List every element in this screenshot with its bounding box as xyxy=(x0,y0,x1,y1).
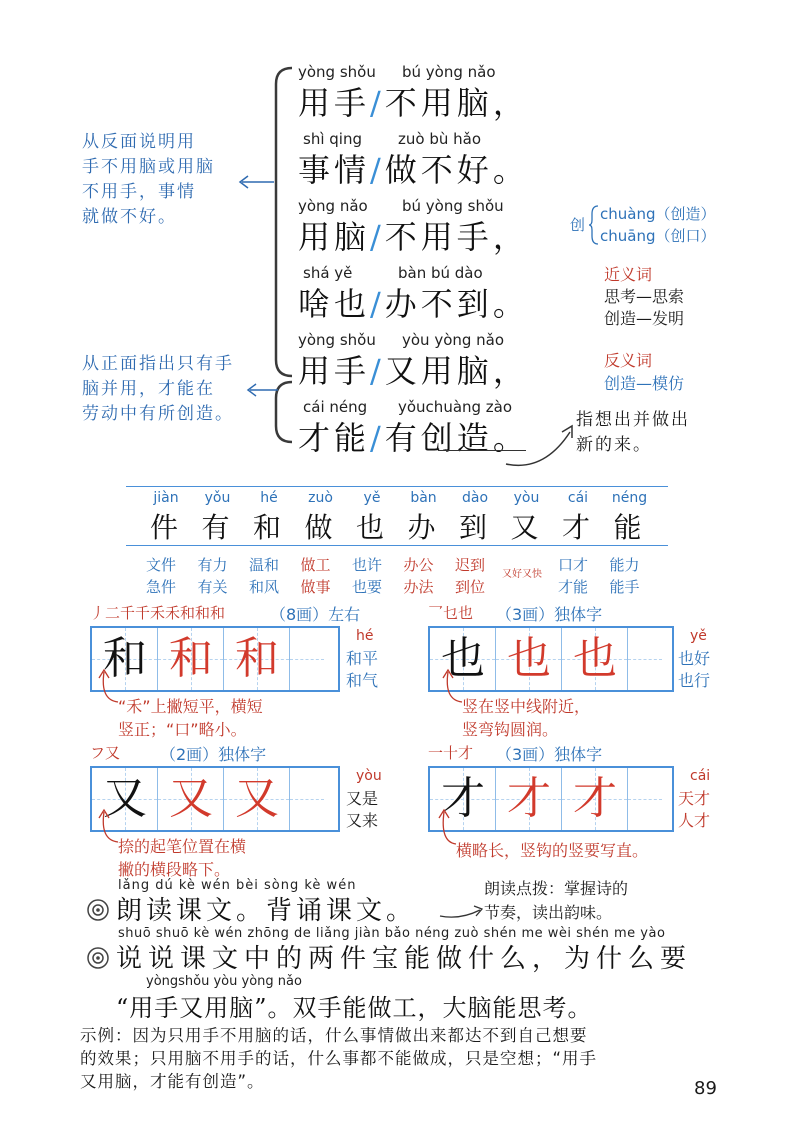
chuang-char: 创 xyxy=(570,216,586,234)
vocab-word: 温和 xyxy=(249,556,280,574)
arrow-left-2 xyxy=(244,380,280,400)
reading-tip-title: 朗读点拨：掌握诗的 xyxy=(484,879,629,898)
vocab-char: 又 xyxy=(510,511,539,544)
poem-pinyin-6a: cái néng xyxy=(303,398,368,416)
ex1-text: 朗读课文。背诵课文。 xyxy=(116,896,417,926)
note-reverse: 从反面说明用 手不用脑或用脑 不用手，事情 就做不好。 xyxy=(82,132,215,227)
vocab-pinyin: cái xyxy=(567,490,589,506)
flower-bullet-icon xyxy=(86,946,110,970)
vocab-char: 到 xyxy=(459,511,488,544)
you-word-1: 又是 xyxy=(346,789,379,808)
vocab-word: 有力 xyxy=(197,556,228,574)
ye-strokes: 乛乜也 xyxy=(428,604,474,622)
synonym-1: 思考—思索 xyxy=(604,287,685,306)
note-positive: 从正面指出只有手 脑并用，才能在 劳动中有所创造。 xyxy=(82,354,234,424)
ex2-text: 说说课文中的两件宝能做什么，为什么要 xyxy=(116,944,693,974)
you-tip-1: 捺的起笔位置在横 xyxy=(118,837,247,856)
vocab-line-top xyxy=(126,486,668,487)
note-chuangzao: 指想出并做出 新的来。 xyxy=(576,410,690,455)
vocab-pinyin: néng xyxy=(611,490,648,506)
vocab-pinyin: jiàn xyxy=(153,490,179,506)
you-char-red-1: 又 xyxy=(169,773,213,824)
poem-line-3: 用脑/不用手， xyxy=(298,218,529,256)
synonym-title: 近义词 xyxy=(604,265,653,284)
vocab-word: 到位 xyxy=(455,578,486,596)
vocab-char: 能 xyxy=(613,511,642,544)
cai-pinyin: cái xyxy=(690,768,711,784)
ex2-pinyin: shuō shuō kè wén zhōng de liǎng jiàn bǎo néng zuò shén me wèi shén me yào xyxy=(118,926,666,941)
example-answer: 示例：因为只用手不用脑的话，什么事情做出来都达不到自己想要 的效果；只用脑不用手的话，什么事都不能做成，只是空想；“用手 又用脑，才能有创造”。 xyxy=(80,1026,598,1091)
he-word-1: 和平 xyxy=(346,649,379,668)
cai-grid xyxy=(428,766,674,832)
poem-line-2: 事情/做不好。 xyxy=(298,151,529,189)
he-strokes: 丿二千千禾禾和和和 xyxy=(90,604,226,622)
he-pinyin: hé xyxy=(356,628,374,644)
poem-line-4: 啥也/办不到。 xyxy=(298,285,529,323)
ye-char-black: 也 xyxy=(441,633,485,684)
vocab-word: 口才 xyxy=(558,556,589,574)
vocab-word: 迟到 xyxy=(455,556,486,574)
vocab-word: 也要 xyxy=(352,578,383,596)
ye-char-red-2: 也 xyxy=(573,633,617,684)
you-strokes: フ又 xyxy=(90,744,121,762)
cai-word-2: 人才 xyxy=(678,811,711,830)
vocab-word: 办法 xyxy=(403,578,434,596)
he-tip-2: 竖正；“口”略小。 xyxy=(118,720,247,739)
antonym-title: 反义词 xyxy=(604,351,653,370)
vocab-word: 才能 xyxy=(558,578,589,596)
you-note: 又好又快 xyxy=(502,569,542,580)
vocab-char: 有 xyxy=(201,511,230,544)
vocab-word: 做事 xyxy=(300,578,331,596)
ye-char-red-1: 也 xyxy=(507,633,551,684)
cai-info: （3画）独体字 xyxy=(496,745,603,764)
cai-tip-1: 横略长，竖钩的竖要写直。 xyxy=(456,841,649,860)
poem-pinyin-2b: zuò bù hǎo xyxy=(398,130,481,148)
cai-char-red-1: 才 xyxy=(507,773,551,824)
cai-char-black: 才 xyxy=(441,773,485,824)
vocab-word: 急件 xyxy=(146,578,177,596)
poem-pinyin-4a: shá yě xyxy=(303,264,353,282)
ex1-pinyin: lǎng dú kè wén bèi sòng kè wén xyxy=(118,878,357,893)
he-tip-1: “禾”上撇短平，横短 xyxy=(118,697,263,716)
cai-strokes: 一十才 xyxy=(428,744,474,762)
ye-tip-1: 竖在竖中线附近， xyxy=(462,697,591,716)
vocab-word: 也许 xyxy=(352,556,383,574)
vocab-pinyin: hé xyxy=(260,490,278,506)
vocab-pinyin: bàn xyxy=(410,490,437,506)
vocab-pinyin: yòu xyxy=(513,490,540,506)
poem-pinyin-4b: bàn bú dào xyxy=(398,264,483,282)
vocab-pinyin: yě xyxy=(363,490,381,506)
he-char-red-1: 和 xyxy=(169,633,213,684)
he-tip-arrow xyxy=(96,668,122,708)
poem-pinyin-1a: yòng shǒu xyxy=(298,63,376,81)
he-info: （8画）左右 xyxy=(270,605,361,624)
vocab-word: 文件 xyxy=(146,556,177,574)
ye-info: （3画）独体字 xyxy=(496,605,603,624)
he-char-red-2: 和 xyxy=(235,633,279,684)
vocab-char: 做 xyxy=(304,511,333,544)
vocab-word: 做工 xyxy=(300,556,331,574)
poem-pinyin-5b: yòu yòng nǎo xyxy=(402,331,505,349)
poem-pinyin-6b: yǒuchuàng zào xyxy=(398,398,513,416)
vocab-pinyin: dào xyxy=(461,490,489,506)
he-char-black: 和 xyxy=(103,633,147,684)
vocab-word: 有关 xyxy=(197,578,228,596)
vocab-char: 也 xyxy=(356,511,385,544)
chuang-reading-2: chuāng（创口） xyxy=(600,227,716,245)
poem-line-1: 用手/不用脑， xyxy=(298,84,529,122)
vocab-char: 和 xyxy=(253,511,282,544)
poem-pinyin-3b: bú yòng shǒu xyxy=(402,197,504,215)
vocab-char: 件 xyxy=(150,511,179,544)
ye-word-1: 也好 xyxy=(678,649,711,668)
page-number: 89 xyxy=(694,1078,717,1099)
vocab-char: 才 xyxy=(562,511,591,544)
cai-tip-arrow xyxy=(436,808,460,848)
you-char-red-2: 又 xyxy=(235,773,279,824)
vocab-pinyin: yǒu xyxy=(204,490,231,506)
you-tip-2: 撇的横段略下。 xyxy=(118,860,231,879)
ye-tip-2: 竖弯钩圆润。 xyxy=(462,720,559,739)
tip-arrow xyxy=(436,898,488,924)
antonym-1: 创造—模仿 xyxy=(604,374,685,393)
synonym-2: 创造—发明 xyxy=(604,309,685,328)
poem-pinyin-5a: yòng shǒu xyxy=(298,331,376,349)
vocab-pinyin: zuò xyxy=(308,490,333,506)
you-word-2: 又来 xyxy=(346,811,379,830)
poem-pinyin-2a: shì qing xyxy=(303,130,362,148)
you-info: （2画）独体字 xyxy=(160,745,267,764)
vocab-char: 办 xyxy=(407,511,436,544)
ye-tip-arrow xyxy=(440,668,466,708)
reading-tip-body: 节奏，读出韵味。 xyxy=(484,903,613,922)
cai-char-red-2: 才 xyxy=(573,773,617,824)
flower-bullet-icon xyxy=(86,898,110,922)
arrow-left-1 xyxy=(236,172,276,192)
he-word-2: 和气 xyxy=(346,671,379,690)
he-grid xyxy=(90,626,340,692)
you-grid xyxy=(90,766,340,832)
ex2b-text: “用手又用脑”。双手能做工，大脑能思考。 xyxy=(116,994,593,1022)
cai-word-1: 天才 xyxy=(678,789,711,808)
poem-pinyin-1b: bú yòng nǎo xyxy=(402,63,496,81)
arrow-curve-right xyxy=(500,418,580,474)
vocab-word: 能力 xyxy=(609,556,640,574)
chuang-brace xyxy=(588,204,600,246)
you-pinyin: yòu xyxy=(356,768,382,784)
ye-pinyin: yě xyxy=(690,628,707,644)
ex2b-pinyin: yòngshǒu yòu yòng nǎo xyxy=(146,974,302,989)
poem-line-5: 用手/又用脑， xyxy=(298,352,529,390)
chuang-reading-1: chuàng（创造） xyxy=(600,205,716,223)
vocab-word: 能手 xyxy=(609,578,640,596)
vocab-word: 办公 xyxy=(403,556,434,574)
poem-line-6: 才能/有创造。 xyxy=(298,419,529,457)
poem-pinyin-3a: yòng nǎo xyxy=(298,197,368,215)
you-char-black: 又 xyxy=(103,773,147,824)
you-tip-arrow xyxy=(96,808,122,848)
ye-word-2: 也行 xyxy=(678,671,711,690)
vocab-word: 和风 xyxy=(249,578,280,596)
